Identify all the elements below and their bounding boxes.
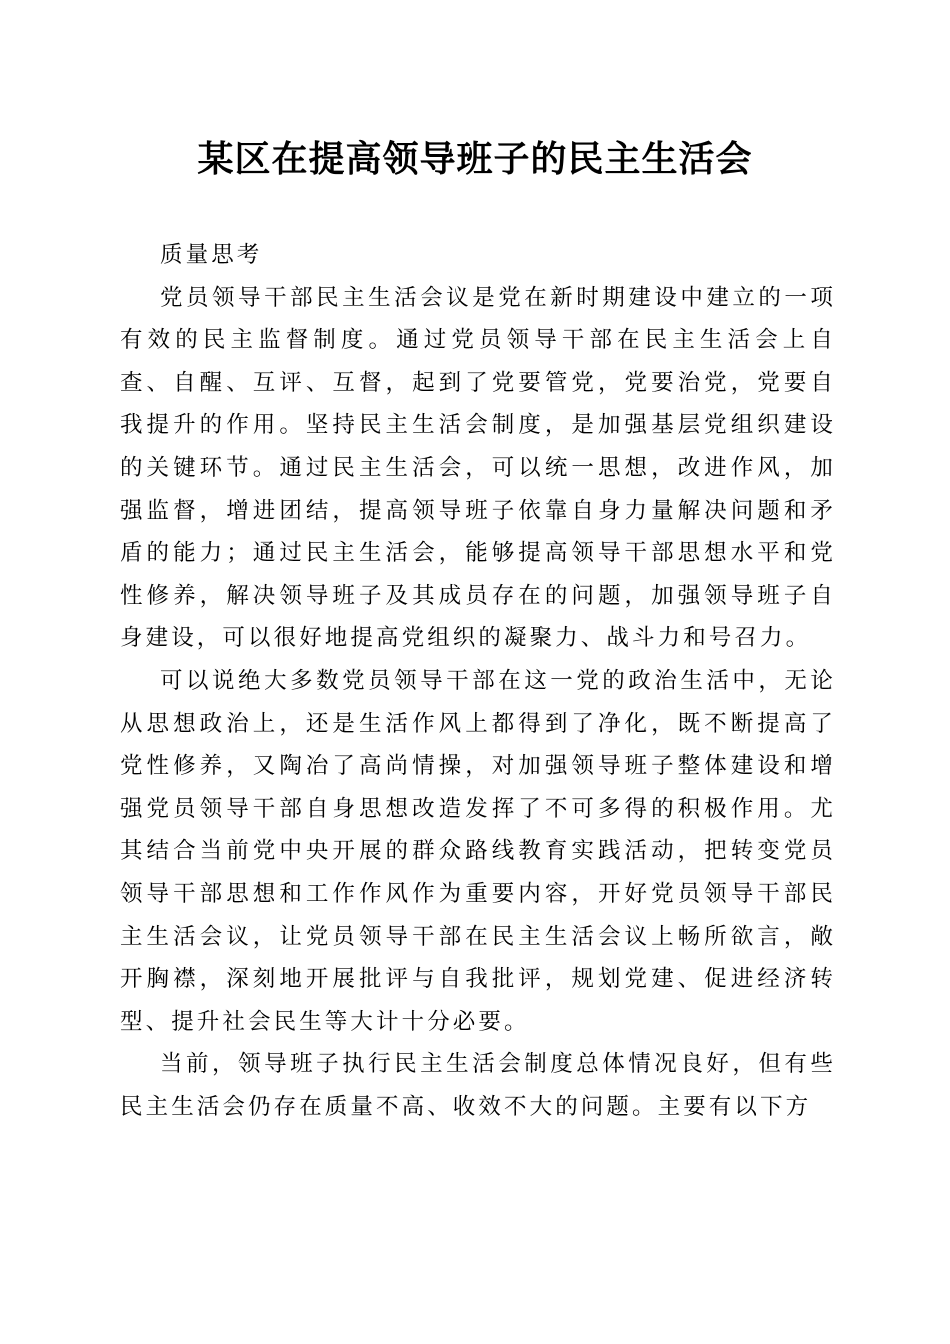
paragraph: 可以说绝大多数党员领导干部在这一党的政治生活中，无论从思想政治上，还是生活作风上都得到了净化，既不断提高了党性修养，又陶冶了高尚情操，对加强领导班子整体建设和增强党员领导干部自身思想改造发挥了不可多得的积极作用。尤其结合当前党中央开展的群众路线教育实践活动，把转变党员领导干部思想和工作作风作为重要内容，开好党员领导干部民主生活会议，让党员领导干部在民主生活会议上畅所欲言，敞开胸襟，深刻地开展批评与自我批评，规划党建、促进经济转型、提升社会民生等大计十分必要。	[120, 667, 836, 1035]
document-title: 某区在提高领导班子的民主生活会	[197, 138, 753, 180]
paragraph: 党员领导干部民主生活会议是党在新时期建设中建立的一项有效的民主监督制度。通过党员领导干部在民主生活会上自查、自醒、互评、互督，起到了党要管党，党要治党，党要自我提升的作用。坚持民主生活会制度，是加强基层党组织建设的关键环节。通过民主生活会，可以统一思想，改进作风，加强监督，增进团结，提高领导班子依靠自身力量解决问题和矛盾的能力；通过民主生活会，能够提高领导干部思想水平和党性修养，解决领导班子及其成员存在的问题，加强领导班子自身建设，可以很好地提高党组织的凝聚力、战斗力和号召力。	[120, 284, 836, 652]
paragraph: 当前，领导班子执行民主生活会制度总体情况良好，但有些民主生活会仍存在质量不高、收效不大的问题。主要有以下方	[120, 1051, 836, 1120]
document-body	[120, 234, 836, 1128]
paragraph-subtitle: 质量思考	[160, 242, 263, 268]
